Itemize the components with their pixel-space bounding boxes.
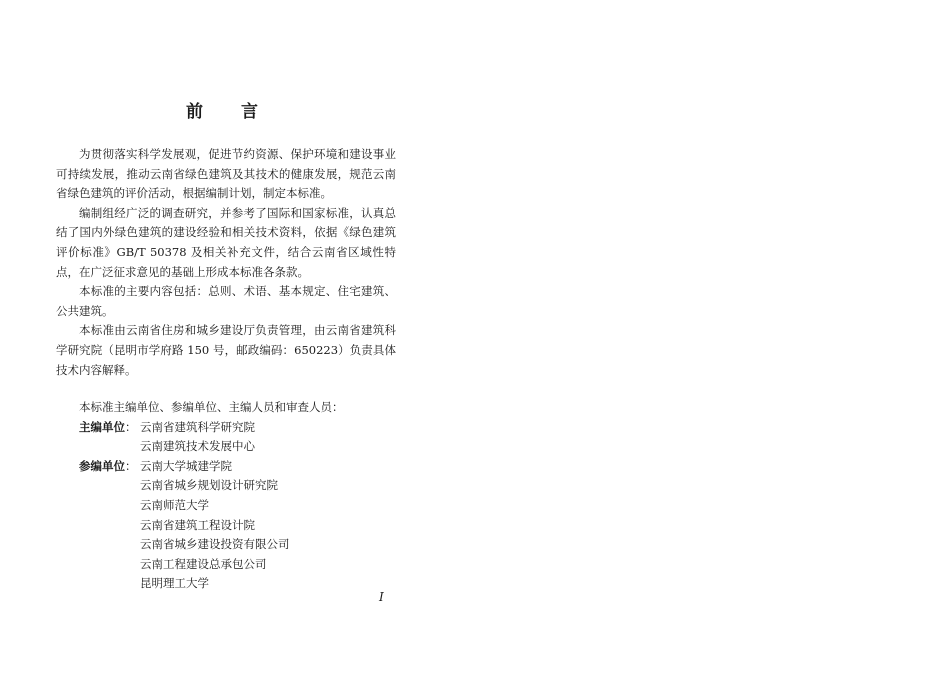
paragraph: 本标准由云南省住房和城乡建设厅负责管理，由云南省建筑科学研究院（昆明市学府路 150 号，邮政编码：650223）负责具体技术内容解释。 (56, 323, 396, 377)
participating-unit-label: 参编单位： (79, 458, 137, 473)
contributors-section (56, 398, 396, 594)
page-number: I (379, 590, 384, 604)
list-item: 云南建筑技术发展中心 (140, 439, 255, 454)
list-item: 云南省建筑科学研究院 (140, 419, 255, 434)
list-item: 昆明理工大学 (140, 576, 209, 591)
paragraph: 本标准的主要内容包括：总则、术语、基本规定、住宅建筑、公共建筑。 (56, 284, 396, 318)
preface-body (56, 145, 396, 380)
page-title (186, 97, 258, 122)
title-char-2: 言 (241, 102, 258, 122)
chief-unit-label: 主编单位： (79, 419, 137, 434)
chief-unit-row (56, 418, 396, 457)
list-item: 云南省城乡规划设计研究院 (140, 478, 278, 493)
contributors-intro: 本标准主编单位、参编单位、主编人员和审查人员： (79, 400, 344, 414)
paragraph: 为贯彻落实科学发展观，促进节约资源、保护环境和建设事业可持续发展，推动云南省绿色建筑及其技术的健康发展，规范云南省绿色建筑的评价活动，根据编制计划，制定本标准。 (56, 147, 396, 201)
participating-unit-row (56, 457, 396, 594)
list-item: 云南大学城建学院 (140, 458, 232, 473)
chief-unit-list (140, 418, 396, 457)
list-item: 云南师范大学 (140, 497, 209, 512)
list-item: 云南工程建设总承包公司 (140, 556, 267, 571)
participating-unit-list (140, 457, 396, 594)
title-char-1: 前 (186, 102, 203, 122)
list-item: 云南省城乡建设投资有限公司 (140, 537, 290, 552)
paragraph: 编制组经广泛的调查研究，并参考了国际和国家标准，认真总结了国内外绿色建筑的建设经验和相关技术资料，依据《绿色建筑评价标准》GB/T 50378 及相关补充文件，结合云南省区域性特点，在广泛征求意见的基础上形成本标准各条款。 (56, 205, 396, 279)
list-item: 云南省建筑工程设计院 (140, 517, 255, 532)
